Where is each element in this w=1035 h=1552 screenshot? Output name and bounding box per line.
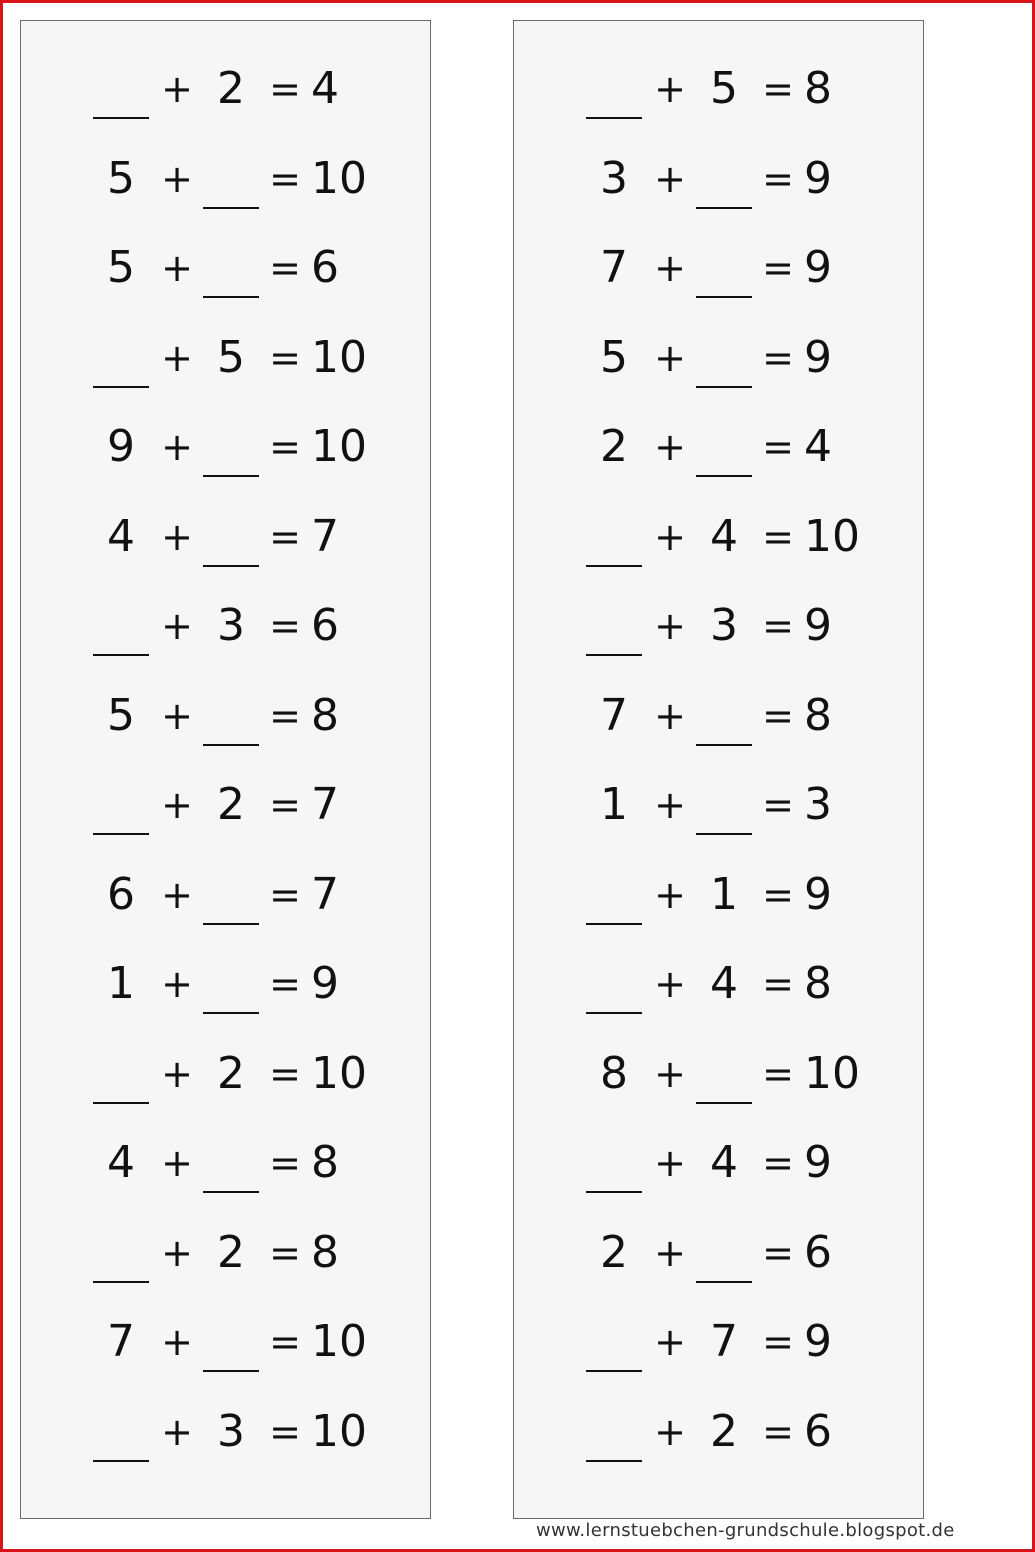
blank-underline — [586, 1191, 642, 1193]
first-addend: 4 — [107, 1137, 135, 1188]
blank-underline — [696, 1281, 752, 1283]
sum: 9 — [804, 1137, 832, 1188]
plus-sign: + — [161, 335, 193, 380]
equation-row — [21, 1133, 430, 1193]
sum: 9 — [804, 1316, 832, 1367]
equation-row — [21, 328, 430, 388]
blank-underline — [586, 1370, 642, 1372]
sum: 10 — [311, 331, 367, 383]
answer-blank[interactable] — [694, 238, 754, 298]
first-addend: 5 — [107, 689, 135, 741]
blank-underline — [696, 475, 752, 477]
equals-sign: = — [269, 872, 301, 917]
answer-blank[interactable] — [201, 417, 261, 477]
sum: 9 — [804, 600, 832, 651]
second-addend: 4 — [710, 510, 738, 562]
blank-underline — [203, 1370, 259, 1372]
equation-row — [21, 775, 430, 835]
first-addend: 9 — [107, 421, 135, 472]
plus-sign: + — [161, 1230, 193, 1275]
sum: 8 — [804, 689, 832, 741]
blank-underline — [586, 923, 642, 925]
equals-sign: = — [269, 1409, 301, 1454]
answer-blank[interactable] — [201, 238, 261, 298]
sum: 10 — [311, 152, 367, 204]
sum: 7 — [311, 868, 339, 920]
answer-blank[interactable] — [584, 865, 644, 925]
sum: 9 — [804, 242, 832, 293]
equation-row — [514, 59, 923, 119]
blank-underline — [203, 296, 259, 298]
equation-row — [21, 59, 430, 119]
sum: 6 — [311, 600, 339, 651]
plus-sign: + — [654, 246, 686, 290]
plus-sign: + — [654, 1409, 686, 1454]
blank-underline — [93, 117, 149, 119]
equals-sign: = — [269, 514, 301, 559]
first-addend: 2 — [600, 421, 628, 472]
first-addend: 1 — [107, 958, 135, 1009]
equation-row — [21, 596, 430, 656]
second-addend: 4 — [710, 1137, 738, 1188]
equation-row — [514, 775, 923, 835]
plus-sign: + — [161, 1141, 193, 1185]
answer-blank[interactable] — [584, 596, 644, 656]
second-addend: 2 — [217, 1226, 245, 1278]
blank-underline — [696, 296, 752, 298]
equation-row — [514, 238, 923, 298]
blank-underline — [586, 654, 642, 656]
plus-sign: + — [161, 783, 193, 827]
answer-blank[interactable] — [584, 1402, 644, 1462]
answer-blank[interactable] — [694, 775, 754, 835]
blank-underline — [203, 923, 259, 925]
blank-underline — [696, 833, 752, 835]
equation-row — [21, 417, 430, 477]
second-addend: 3 — [217, 1405, 245, 1457]
answer-blank[interactable] — [694, 1223, 754, 1283]
answer-blank[interactable] — [694, 328, 754, 388]
equation-row — [21, 1044, 430, 1104]
answer-blank[interactable] — [584, 59, 644, 119]
equals-sign: = — [762, 1141, 794, 1185]
plus-sign: + — [161, 425, 193, 469]
equation-row — [514, 149, 923, 209]
equation-row — [21, 686, 430, 746]
equals-sign: = — [762, 693, 794, 738]
answer-blank[interactable] — [694, 417, 754, 477]
equals-sign: = — [269, 156, 301, 201]
answer-blank[interactable] — [91, 328, 151, 388]
equals-sign: = — [269, 604, 301, 648]
second-addend: 5 — [710, 63, 738, 114]
plus-sign: + — [654, 335, 686, 380]
sum: 8 — [311, 1226, 339, 1278]
equation-row — [514, 865, 923, 925]
equation-row — [514, 1223, 923, 1283]
sum: 10 — [311, 1047, 367, 1099]
blank-underline — [696, 207, 752, 209]
equals-sign: = — [762, 1051, 794, 1096]
equals-sign: = — [762, 514, 794, 559]
equation-row — [514, 686, 923, 746]
blank-underline — [93, 1460, 149, 1462]
sum: 9 — [804, 152, 832, 204]
first-addend: 7 — [107, 1316, 135, 1367]
equals-sign: = — [762, 67, 794, 111]
equals-sign: = — [269, 1230, 301, 1275]
sum: 6 — [804, 1226, 832, 1278]
equals-sign: = — [762, 1409, 794, 1454]
answer-blank[interactable] — [584, 1133, 644, 1193]
second-addend: 5 — [217, 331, 245, 383]
answer-blank[interactable] — [91, 1044, 151, 1104]
sum: 8 — [804, 958, 832, 1009]
equation-row — [514, 1044, 923, 1104]
equals-sign: = — [762, 425, 794, 469]
equation-row — [514, 417, 923, 477]
answer-blank[interactable] — [584, 1312, 644, 1372]
first-addend: 1 — [600, 779, 628, 830]
blank-underline — [93, 1281, 149, 1283]
blank-underline — [93, 1102, 149, 1104]
plus-sign: + — [161, 514, 193, 559]
second-addend: 3 — [710, 600, 738, 651]
answer-blank[interactable] — [694, 686, 754, 746]
answer-blank[interactable] — [91, 775, 151, 835]
sum: 3 — [804, 779, 832, 830]
first-addend: 3 — [600, 152, 628, 204]
answer-blank[interactable] — [694, 1044, 754, 1104]
worksheet-card-right — [513, 20, 924, 1519]
first-addend: 7 — [600, 242, 628, 293]
sum: 6 — [804, 1405, 832, 1457]
sum: 6 — [311, 242, 339, 293]
equals-sign: = — [762, 962, 794, 1006]
answer-blank[interactable] — [201, 149, 261, 209]
plus-sign: + — [654, 425, 686, 469]
plus-sign: + — [654, 67, 686, 111]
equals-sign: = — [269, 1051, 301, 1096]
blank-underline — [696, 1102, 752, 1104]
plus-sign: + — [654, 962, 686, 1006]
plus-sign: + — [654, 1230, 686, 1275]
plus-sign: + — [654, 604, 686, 648]
first-addend: 5 — [107, 242, 135, 293]
equals-sign: = — [762, 783, 794, 827]
answer-blank[interactable] — [91, 59, 151, 119]
first-addend: 5 — [600, 331, 628, 383]
plus-sign: + — [654, 156, 686, 201]
plus-sign: + — [161, 1409, 193, 1454]
first-addend: 2 — [600, 1226, 628, 1278]
equals-sign: = — [762, 1320, 794, 1364]
plus-sign: + — [654, 1141, 686, 1185]
equation-row — [514, 1133, 923, 1193]
second-addend: 2 — [217, 63, 245, 114]
answer-blank[interactable] — [201, 686, 261, 746]
blank-underline — [586, 117, 642, 119]
blank-underline — [203, 207, 259, 209]
blank-underline — [203, 475, 259, 477]
blank-underline — [93, 833, 149, 835]
equals-sign: = — [269, 335, 301, 380]
answer-blank[interactable] — [584, 507, 644, 567]
equals-sign: = — [762, 872, 794, 917]
sum: 8 — [804, 63, 832, 114]
blank-underline — [93, 654, 149, 656]
first-addend: 4 — [107, 510, 135, 562]
equation-row — [21, 507, 430, 567]
blank-underline — [203, 744, 259, 746]
answer-blank[interactable] — [201, 507, 261, 567]
equals-sign: = — [762, 246, 794, 290]
first-addend: 5 — [107, 152, 135, 204]
plus-sign: + — [161, 1320, 193, 1364]
equation-row — [21, 954, 430, 1014]
first-addend: 8 — [600, 1047, 628, 1099]
sum: 10 — [311, 1405, 367, 1457]
first-addend: 7 — [600, 689, 628, 741]
equals-sign: = — [269, 246, 301, 290]
footer-url: www.lernstuebchen-grundschule.blogspot.de — [536, 1520, 955, 1541]
sum: 7 — [311, 510, 339, 562]
blank-underline — [203, 1012, 259, 1014]
answer-blank[interactable] — [91, 1402, 151, 1462]
sum: 9 — [311, 958, 339, 1009]
answer-blank[interactable] — [201, 1133, 261, 1193]
answer-blank[interactable] — [694, 149, 754, 209]
equals-sign: = — [269, 425, 301, 469]
plus-sign: + — [161, 246, 193, 290]
equals-sign: = — [269, 693, 301, 738]
plus-sign: + — [161, 67, 193, 111]
second-addend: 2 — [217, 779, 245, 830]
second-addend: 2 — [217, 1047, 245, 1099]
plus-sign: + — [161, 872, 193, 917]
second-addend: 7 — [710, 1316, 738, 1367]
plus-sign: + — [161, 156, 193, 201]
sum: 7 — [311, 779, 339, 830]
sum: 10 — [804, 1047, 860, 1099]
second-addend: 3 — [217, 600, 245, 651]
plus-sign: + — [654, 872, 686, 917]
equation-row — [514, 507, 923, 567]
equation-row — [514, 596, 923, 656]
equals-sign: = — [269, 1320, 301, 1364]
sum: 8 — [311, 1137, 339, 1188]
equals-sign: = — [269, 67, 301, 111]
plus-sign: + — [161, 693, 193, 738]
second-addend: 2 — [710, 1405, 738, 1457]
blank-underline — [696, 744, 752, 746]
blank-underline — [203, 565, 259, 567]
plus-sign: + — [161, 962, 193, 1006]
answer-blank[interactable] — [201, 1312, 261, 1372]
equals-sign: = — [762, 604, 794, 648]
equation-row — [21, 1223, 430, 1283]
equation-row — [21, 238, 430, 298]
equation-row — [21, 865, 430, 925]
equation-row — [21, 1402, 430, 1462]
answer-blank[interactable] — [91, 1223, 151, 1283]
equation-row — [514, 328, 923, 388]
second-addend: 4 — [710, 958, 738, 1009]
second-addend: 1 — [710, 868, 738, 920]
equation-row — [514, 954, 923, 1014]
equation-row — [21, 1312, 430, 1372]
worksheet-card-left — [20, 20, 431, 1519]
equals-sign: = — [762, 156, 794, 201]
plus-sign: + — [161, 1051, 193, 1096]
plus-sign: + — [654, 514, 686, 559]
equals-sign: = — [762, 335, 794, 380]
answer-blank[interactable] — [584, 954, 644, 1014]
equals-sign: = — [269, 1141, 301, 1185]
equals-sign: = — [269, 962, 301, 1006]
answer-blank[interactable] — [201, 865, 261, 925]
equation-row — [21, 149, 430, 209]
equals-sign: = — [269, 783, 301, 827]
sum: 4 — [804, 421, 832, 472]
sum: 8 — [311, 689, 339, 741]
sum: 9 — [804, 331, 832, 383]
blank-underline — [586, 565, 642, 567]
plus-sign: + — [654, 783, 686, 827]
first-addend: 6 — [107, 868, 135, 920]
plus-sign: + — [654, 1051, 686, 1096]
equation-row — [514, 1402, 923, 1462]
blank-underline — [696, 386, 752, 388]
blank-underline — [203, 1191, 259, 1193]
blank-underline — [586, 1460, 642, 1462]
sum: 10 — [311, 421, 367, 472]
plus-sign: + — [161, 604, 193, 648]
sum: 4 — [311, 63, 339, 114]
sum: 10 — [804, 510, 860, 562]
blank-underline — [586, 1012, 642, 1014]
equation-row — [514, 1312, 923, 1372]
answer-blank[interactable] — [91, 596, 151, 656]
equals-sign: = — [762, 1230, 794, 1275]
answer-blank[interactable] — [201, 954, 261, 1014]
sum: 9 — [804, 868, 832, 920]
plus-sign: + — [654, 1320, 686, 1364]
plus-sign: + — [654, 693, 686, 738]
blank-underline — [93, 386, 149, 388]
sum: 10 — [311, 1316, 367, 1367]
